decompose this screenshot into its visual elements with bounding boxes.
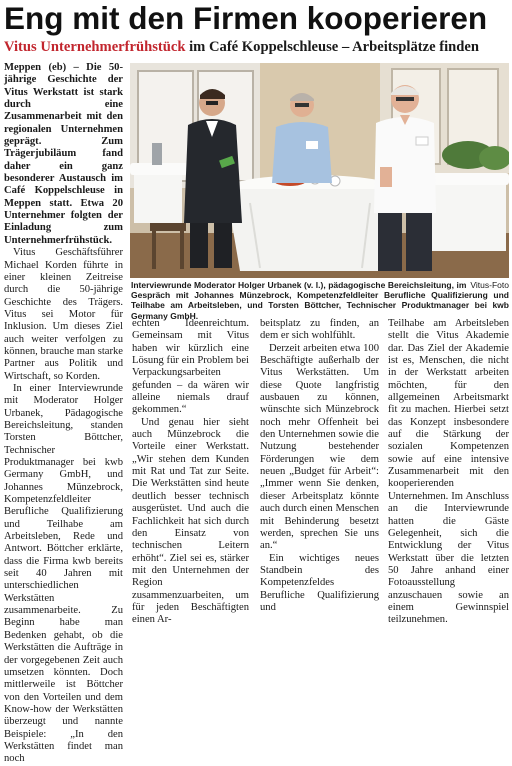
body-paragraph: Derzeit arbeiten etwa 100 Beschäftigte außerhalb der Vitus Werkstätten. Um diese Quote langfristig ausbauen zu können, wünschte sich Münzebrock noch mehr Offenheit bei den Unternehmen sowie die Nutzung bestehender Förderungen wie dem neuen „Budget für Arbeit“: „Immer wenn Sie denken, dieser Arbeitsplatz könnte auch durch einen Menschen mit Behinderung besetzt werden, sprechen Sie uns an.“ xyxy=(260,342,379,552)
body-paragraph: echten Ideenreichtum. Gemeinsam mit Vitus haben wir kürzlich eine Lösung für ein Problem bei Verpackungsarbeiten gefunden – da wären wir alleine niemals drauf gekommen.“ xyxy=(132,318,249,416)
column-1 xyxy=(4,62,123,765)
photo-caption xyxy=(131,280,509,321)
body-paragraph: In einer Interviewrunde mit Moderator Holger Urbanek, Pädagogische Bereichsleitung, standen Torsten Böttcher, Technischer Produktmanager bei kwb Germany GmbH, und Johannes Münzebrock, Kompetenzfeldleiter Berufliche Qualifizierung und Teilhabe am Arbeitsleben, Rede und Antwort. Böttcher erklärte, dass die Firma kwb bereits seit 40 Jahren mit unterschiedlichen Werkstätten zusammenarbeite. Zu Beginn habe man Bedenken gehabt, ob die Werkstätten die Aufträge in der vorgegebenen Zeit auch umsetzen könnten. Doch mittlerweile ist Böttcher von den Vorteilen und dem Know-how der Werkstätten überzeugt und nannte Beispiele: „In den Werkstätten findet man noch xyxy=(4,382,123,765)
body-paragraph: Ein wichtiges neues Standbein des Kompetenzfeldes Berufliche Qualifizierung und xyxy=(260,552,379,613)
photo-credit: Vitus-Foto xyxy=(470,280,509,290)
body-paragraph: Teilhabe am Arbeitsleben stellt die Vitus Akademie dar. Das Ziel der Akademie ist es, Menschen, die nicht in der Werkstatt arbeiten möchten, für den allgemeinen Arbeitsmarkt fit zu machen. Hierbei setzt das Konzept insbesondere auf die Stärkung der sozialen Kompetenzen sowie auf eine intensive Zusammenarbeit mit den kooperierenden Unternehmen. Im Anschluss an die Interviewrunde hatten die Gäste Gelegenheit, sich die Entwicklung der Vitus Werkstatt über die letzten 50 Jahre anhand einer Fotoausstellung anzuschauen sowie an einem Gewinnspiel teilzunehmen. xyxy=(388,318,509,626)
subheadline-accent: Vitus Unternehmerfrühstück xyxy=(4,39,186,55)
headline: Eng mit den Firmen kooperieren xyxy=(4,0,488,36)
column-3 xyxy=(260,318,379,613)
caption-text: Interviewrunde Moderator Holger Urbanek (v. l.), pädagogische Bereichsleitung, im Gespräch mit Johannes Münzebrock, Kompetenzfeldleiter Berufliche Qualifizierung und Teilhabe am Arbeitsleben, und Torsten Böttcher, Technischer Produktmanager bei kwb Germany GmbH. xyxy=(131,280,509,321)
body-paragraph: Vitus Geschäftsführer Michael Korden führte in einer kleinen Zeitreise durch die 50-jährige Geschichte des Trägers. Vitus sei Motor für Inklusion. Um dieses Ziel auch weiter verfolgen zu können, brauche man starke Partner aus Politik und Wirtschaft, so Korden. xyxy=(4,247,123,382)
lead-paragraph: Meppen (eb) – Die 50-jährige Geschichte der Vitus Werkstatt ist stark durch eine Zusammenarbeit mit den regionalen Unternehmen geprägt. Zum Trägerjubiläum fand daher ein ganz besonderer Austausch im Café Koppelschleuse in Meppen statt. Etwa 20 Unternehmer folgten der Einladung zum Unternehmerfrühstück. xyxy=(4,62,123,246)
interview-scene-image xyxy=(130,63,509,278)
subheadline xyxy=(4,38,510,56)
column-2 xyxy=(132,318,249,626)
subheadline-rest: im Café Koppelschleuse – Arbeitsplätze finden xyxy=(185,39,479,55)
column-4 xyxy=(388,318,509,626)
article-photo xyxy=(130,63,509,278)
body-paragraph: beitsplatz zu finden, an dem er sich wohlfühlt. xyxy=(260,318,379,342)
body-paragraph: Und genau hier sieht auch Münzebrock die Vorteile einer Werkstatt. „Wir stehen dem Kunden mit Rat und Tat zur Seite. Die Werkstätten sind heute deutlich besser technisch ausgerüstet. Und auch die Fachlichkeit hat sich durch den Einsatz von technischen Leitern erhöht“. Ziel sei es, stärker mit den Unternehmen der Region zusammenzuarbeiten, um für jeden Beschäftigten einen Ar- xyxy=(132,416,249,626)
